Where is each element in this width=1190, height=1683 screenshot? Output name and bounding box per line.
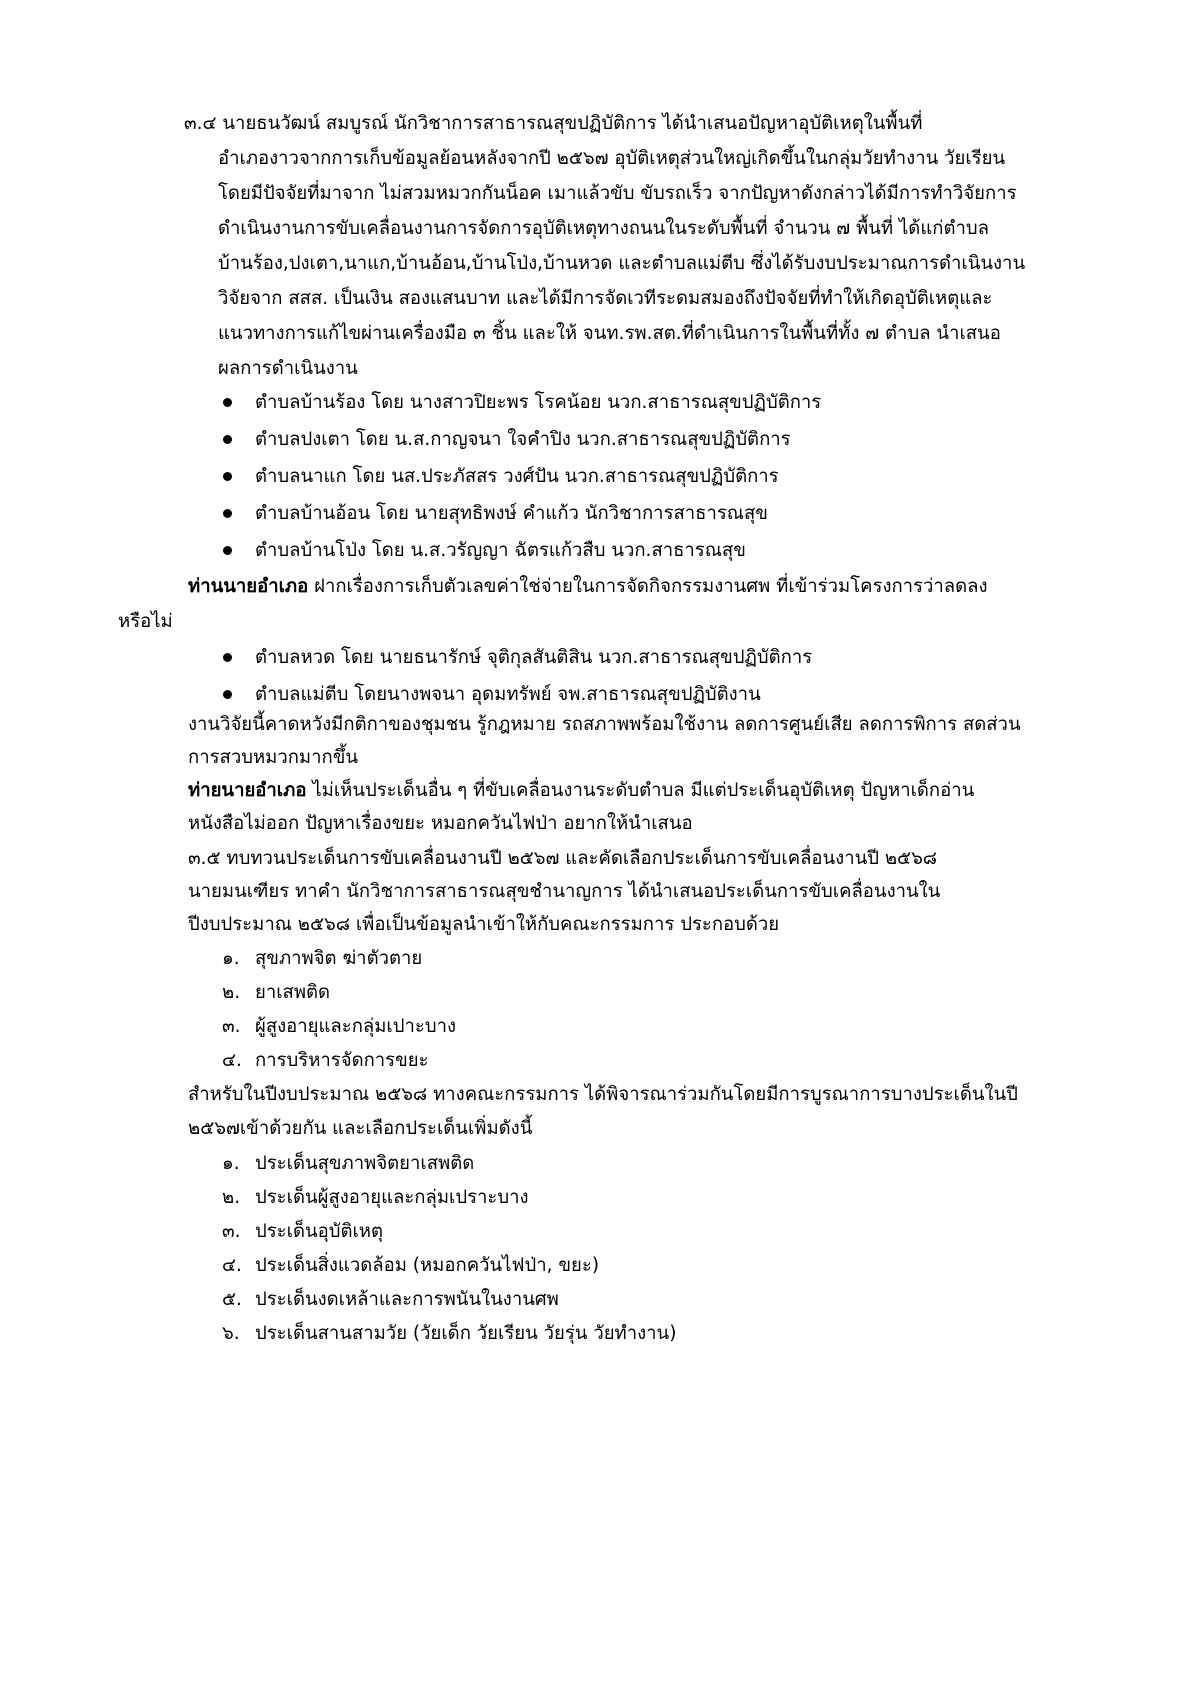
chief-note-2-text: ไม่เห็นประเด็นอื่น ๆ ที่ขับเคลื่อนงานระดับตำบล มีแต่ประเด็นอุบัติเหตุ ปัญหาเด็กอ่าน — [306, 780, 975, 801]
list-2567-num: ๑. — [222, 948, 240, 969]
chief-note-1-continuation: หรือไม่ — [118, 611, 173, 632]
bullet-icon — [223, 509, 232, 518]
bullet-item: ตำบลบ้านโป่ง โดย น.ส.วรัญญา ฉัตรแก้วสืบ นวก.สาธารณสุข — [255, 540, 746, 561]
section-3-4-line: ดำเนินงานการขับเคลื่อนงานการจัดการอุบัติเหตุทางถนนในระดับพื้นที่ จำนวน ๗ พื้นที่ ได้แก่ตำบล — [218, 218, 989, 239]
list-2567-item: ผู้สูงอายุและกลุ่มเปาะบาง — [255, 1016, 456, 1037]
list-2568-item: ประเด็นผู้สูงอายุและกลุ่มเปราะบาง — [255, 1187, 529, 1208]
expectation-line: การสวบหมวกมากขึ้น — [188, 747, 359, 768]
expectation-line: งานวิจัยนี้คาดหวังมีกติกาของชุมชน รู้กฎหมาย รถสภาพพร้อมใช้งาน ลดการศูนย์เสีย ลดการพิการ สดส่วน — [188, 714, 1021, 735]
list-2567-num: ๓. — [222, 1016, 241, 1037]
section-3-4-line: ๓.๔ นายธนวัฒน์ สมบูรณ์ นักวิชาการสาธารณสุขปฏิบัติการ ได้นำเสนอปัญหาอุบัติเหตุในพื้นที่ — [184, 113, 923, 134]
bullet-icon — [223, 690, 232, 699]
section-3-4-line: โดยมีปัจจัยที่มาจาก ไม่สวมหมวกกันน็อค เมาแล้วขับ ขับรถเร็ว จากปัญหาดังกล่าวได้มีการทำวิจัยการ — [218, 183, 1017, 204]
chief-note-1 — [188, 575, 988, 599]
bullet-item: ตำบลบ้านอ้อน โดย นายสุทธิพงษ์ คำแก้ว นักวิชาการสาธารณสุข — [255, 503, 768, 524]
list-2568-item: ประเด็นสุขภาพจิตยาเสพติด — [255, 1153, 475, 1174]
bullet-icon — [223, 472, 232, 481]
list-2568-item: ประเด็นงดเหล้าและการพนันในงานศพ — [255, 1289, 559, 1310]
list-2568-num: ๒. — [222, 1187, 241, 1208]
summary-line: ๒๕๖๗เข้าด้วยกัน และเลือกประเด็นเพิ่มดังนี้ — [188, 1118, 533, 1139]
section-3-4-line: อำเภองาวจากการเก็บข้อมูลย้อนหลังจากปี ๒๕๖๗ อุบัติเหตุส่วนใหญ่เกิดขึ้นในกลุ่มวัยทำงาน วัยเรียน — [218, 148, 1006, 169]
list-2568-item: ประเด็นสิ่งแวดล้อม (หมอกควันไฟป่า, ขยะ) — [255, 1255, 600, 1276]
list-2568-item: ประเด็นอุบัติเหตุ — [255, 1221, 384, 1242]
section-3-5-line: ๓.๕ ทบทวนประเด็นการขับเคลื่อนงานปี ๒๕๖๗ และคัดเลือกประเด็นการขับเคลื่อนงานปี ๒๕๖๘ — [188, 848, 938, 869]
chief-note-1-label: ท่านนายอำเภอ — [188, 576, 309, 597]
list-2568-num: ๑. — [222, 1153, 240, 1174]
list-2567-item: การบริหารจัดการขยะ — [255, 1050, 429, 1071]
chief-note-2 — [188, 779, 974, 803]
bullet-item: ตำบลบ้านร้อง โดย นางสาวปิยะพร โรคน้อย นวก.สาธารณสุขปฏิบัติการ — [255, 392, 822, 413]
list-2568-num: ๕. — [222, 1289, 242, 1310]
chief-note-2-label: ท่ายนายอำเภอ — [188, 780, 307, 801]
bullet-item: ตำบลนาแก โดย นส.ประภัสสร วงศ์ปัน นวก.สาธารณสุขปฏิบัติการ — [255, 466, 779, 487]
bullet-item: ตำบลหวด โดย นายธนารักษ์ จุติกุลสันติสิน นวก.สาธารณสุขปฏิบัติการ — [255, 647, 813, 668]
list-2567-item: ยาเสพติด — [255, 982, 331, 1003]
list-2568-num: ๓. — [222, 1221, 241, 1242]
bullet-icon — [223, 435, 232, 444]
list-2567-num: ๔. — [222, 1050, 242, 1071]
section-3-5-line: นายมนเฑียร ทาคำ นักวิชาการสาธารณสุขชำนาญการ ได้นำเสนอประเด็นการขับเคลื่อนงานใน — [188, 881, 941, 902]
list-2568-item: ประเด็นสานสามวัย (วัยเด็ก วัยเรียน วัยรุ่น วัยทำงาน) — [255, 1323, 677, 1344]
section-3-4-line: วิจัยจาก สสส. เป็นเงิน สองแสนบาท และได้มีการจัดเวทีระดมสมองถึงปัจจัยที่ทำให้เกิดอุบัติเหตุและ — [218, 288, 993, 309]
list-2568-num: ๔. — [222, 1255, 242, 1276]
summary-line: สำหรับในปีงบประมาณ ๒๕๖๘ ทางคณะกรรมการ ได้พิจารณาร่วมกันโดยมีการบูรณาการบางประเด็นในปี — [188, 1084, 1018, 1105]
chief-note-1-text: ฝากเรื่องการเก็บตัวเลขค่าใช่จ่ายในการจัดกิจกรรมงานศพ ที่เข้าร่วมโครงการว่าลดลง — [308, 576, 988, 597]
bullet-item: ตำบลปงเตา โดย น.ส.กาญจนา ใจคำปิง นวก.สาธารณสุขปฏิบัติการ — [255, 429, 791, 450]
bullet-item: ตำบลแม่ตีบ โดยนางพจนา อุดมทรัพย์ จพ.สาธารณสุขปฏิบัติงาน — [255, 684, 761, 705]
section-3-5-line: ปีงบประมาณ ๒๕๖๘ เพื่อเป็นข้อมูลนำเข้าให้กับคณะกรรมการ ประกอบด้วย — [188, 914, 780, 935]
chief-note-2-continuation: หนังสือไม่ออก ปัญหาเรื่องขยะ หมอกควันไฟป่า อยากให้นำเสนอ — [188, 813, 693, 834]
list-2567-item: สุขภาพจิต ฆ่าตัวตาย — [255, 948, 423, 969]
section-3-4-line: แนวทางการแก้ไขผ่านเครื่องมือ ๓ ชิ้น และให้ จนท.รพ.สต.ที่ดำเนินการในพื้นที่ทั้ง ๗ ตำบล นำเสนอ — [218, 323, 1001, 344]
bullet-icon — [223, 546, 232, 555]
list-2567-num: ๒. — [222, 982, 241, 1003]
bullet-icon — [223, 398, 232, 407]
bullet-icon — [223, 653, 232, 662]
list-2568-num: ๖. — [222, 1323, 240, 1344]
section-3-4-line: ผลการดำเนินงาน — [218, 358, 358, 379]
section-3-4-line: บ้านร้อง,ปงเตา,นาแก,บ้านอ้อน,บ้านโป่ง,บ้านหวด และตำบลแม่ตีบ ซึ่งได้รับงบประมาณการดำเนินงาน — [218, 253, 1026, 274]
